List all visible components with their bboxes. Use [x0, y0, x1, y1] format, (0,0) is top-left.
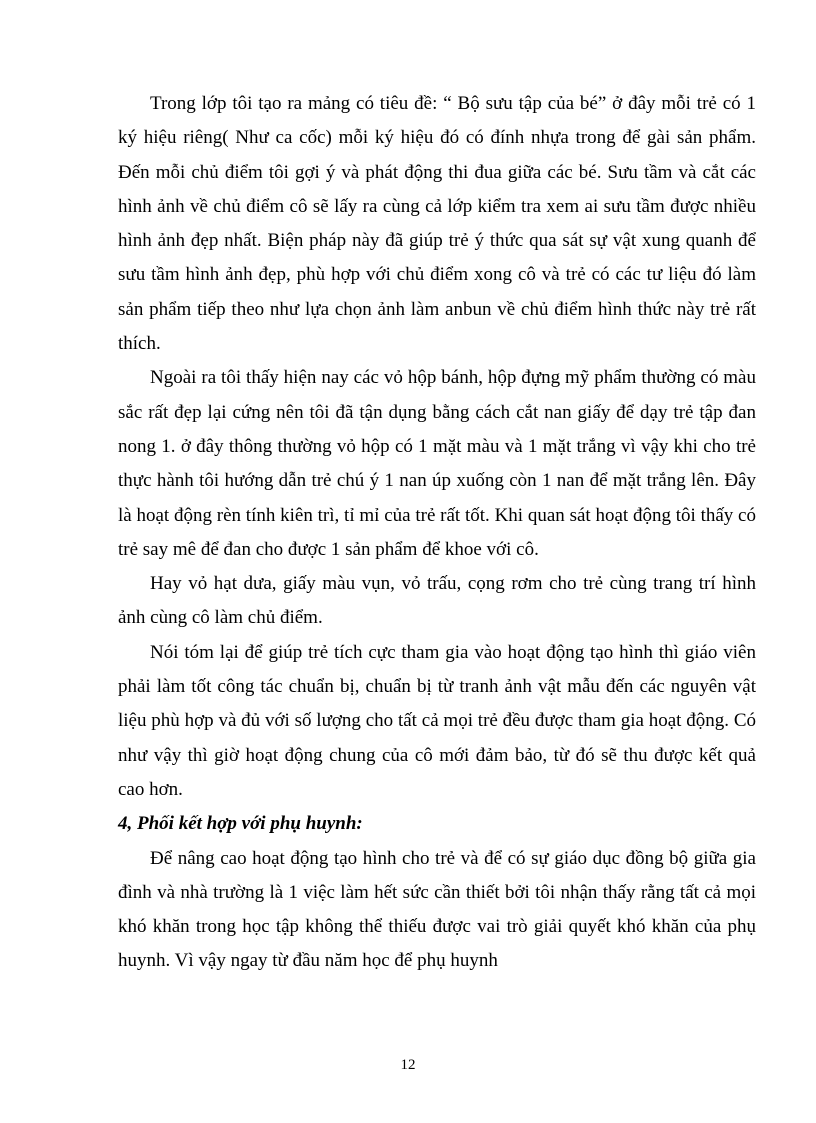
section-heading: 4, Phối kết hợp với phụ huynh: [118, 813, 363, 835]
body-paragraph: Trong lớp tôi tạo ra mảng có tiêu đề: “ Bộ sưu tập của bé” ở đây mỗi trẻ có 1 ký hiệu riêng( Như ca cốc) mỗi ký hiệu đó có đính nhựa trong để gài sản phẩm. Đến mỗi chủ điểm tôi gợi ý và phát động thi đua giữa các bé. Sưu tầm và cắt các hình ảnh về chủ điểm cô sẽ lấy ra cùng cả lớp kiểm tra xem ai sưu tầm được nhiều hình ảnh đẹp nhất. Biện pháp này đã giúp trẻ ý thức qua sát sự vật xung quanh để sưu tầm hình ảnh đẹp, phù hợp với chủ điểm xong cô và trẻ có các tư liệu đó làm sản phẩm tiếp theo như lựa chọn ảnh làm anbun về chủ điểm hình thức này trẻ rất thích. [118, 93, 756, 355]
document-page [118, 87, 756, 979]
body-paragraph: Để nâng cao hoạt động tạo hình cho trẻ và để có sự giáo dục đồng bộ giữa gia đình và nhà trường là 1 việc làm hết sức cần thiết bởi tôi nhận thấy rằng tất cả mọi khó khăn trong học tập không thể thiếu được vai trò giải quyết khó khăn của phụ huynh. Vì vậy ngay từ đầu năm học để phụ huynh [118, 847, 756, 972]
body-paragraph: Nói tóm lại để giúp trẻ tích cực tham gia vào hoạt động tạo hình thì giáo viên phải làm tốt công tác chuẩn bị, chuẩn bị từ tranh ảnh vật mẫu đến các nguyên vật liệu phù hợp và đủ với số lượng cho tất cả mọi trẻ đều được tham gia hoạt động. Có như vậy thì giờ hoạt động chung của cô mới đảm bảo, từ đó sẽ thu được kết quả cao hơn. [118, 641, 756, 800]
page-number: 12 [400, 1057, 416, 1073]
body-paragraph: Hay vỏ hạt dưa, giấy màu vụn, vỏ trấu, cọng rơm cho trẻ cùng trang trí hình ảnh cùng cô làm chủ điểm. [118, 573, 756, 629]
body-paragraph: Ngoài ra tôi thấy hiện nay các vỏ hộp bánh, hộp đựng mỹ phẩm thường có màu sắc rất đẹp lại cứng nên tôi đã tận dụng bằng cách cắt nan giấy để dạy trẻ tập đan nong 1. ở đây thông thường vỏ hộp có 1 mặt màu và 1 mặt trắng vì vậy khi cho trẻ thực hành tôi hướng dẫn trẻ chú ý 1 nan úp xuống còn 1 nan để mặt trắng lên. Đây là hoạt động rèn tính kiên trì, tỉ mỉ của trẻ rất tốt. Khi quan sát hoạt động tôi thấy có trẻ say mê để đan cho được 1 sản phẩm để khoe với cô. [118, 367, 756, 560]
